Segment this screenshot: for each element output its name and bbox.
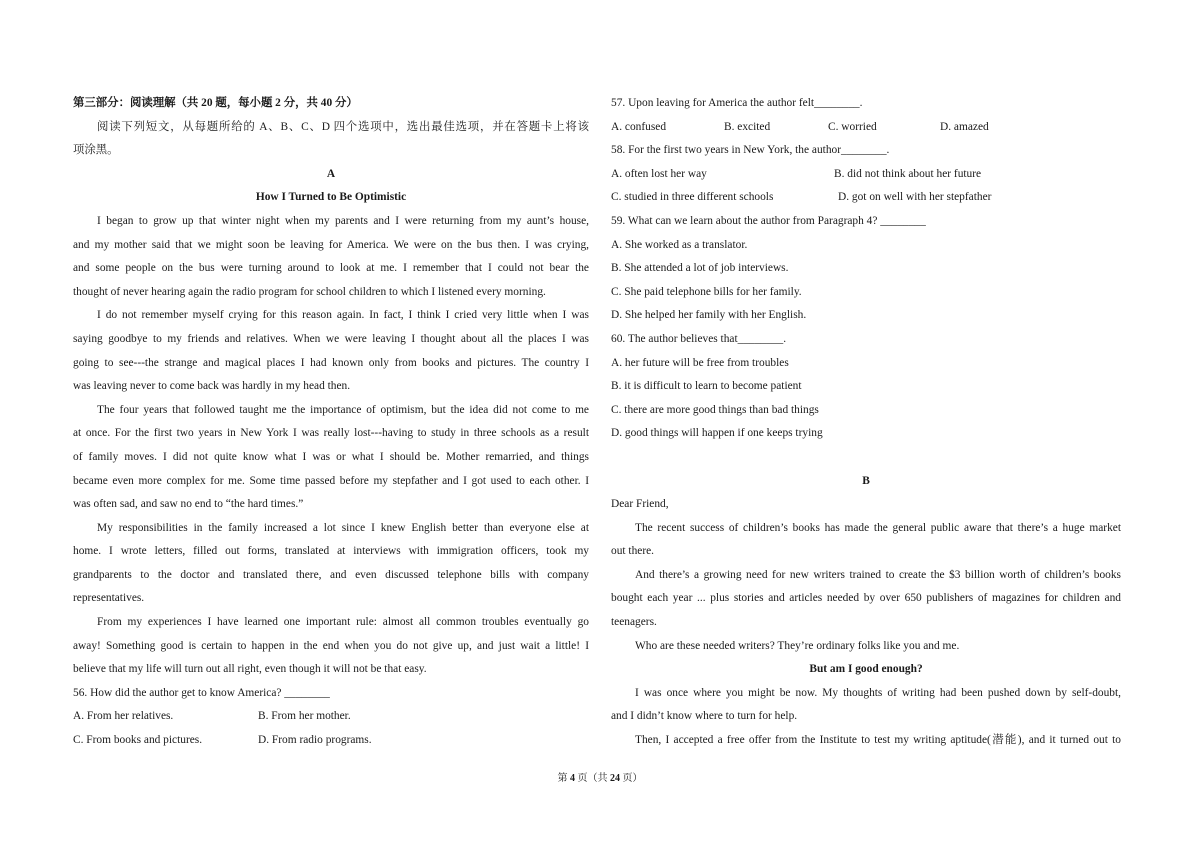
option-d: D. got on well with her stepfather [838, 191, 992, 204]
paragraph-line: The recent success of children’s books has made the general public aware that there’s a huge market [635, 521, 1121, 534]
subheading: But am I good enough? [809, 663, 923, 676]
paragraph-line: and I didn’t know where to turn for help. [611, 710, 798, 723]
paragraph-line: Then, I accepted a free offer from the Institute to test my writing aptitude(潜能), and it turned out to [635, 734, 1121, 747]
paragraph-line: bought each year ... plus stories and articles needed by over 650 publishers of magazines for children and [611, 592, 1121, 605]
option-a: A. She worked as a translator. [611, 238, 748, 251]
paragraph-line: From my experiences I have learned one important rule: almost all common troubles eventually go [97, 616, 589, 629]
passage-letter: B [862, 474, 870, 487]
paragraph-line: was often sad, and saw no end to “the hard times.” [73, 498, 304, 511]
footer-suffix: 页） [620, 773, 643, 784]
option-a: A. often lost her way [611, 167, 707, 180]
option-c: C. From books and pictures. [73, 734, 203, 747]
footer-middle: 页（共 [575, 773, 610, 784]
paragraph-line: became even more complex for me. Some time passed before my stepfather and I got used to each other. I [73, 474, 589, 487]
question-58-options-row1 [611, 163, 1121, 187]
paragraph-line: Who are these needed writers? They’re ordinary folks like you and me. [635, 639, 960, 652]
paragraph-line: I do not remember myself crying for this reason again. In fact, I think I cried very little when I was [97, 309, 589, 322]
paragraph-line: home. I wrote letters, filled out forms, translated at interviews with immigration officers, took my [73, 545, 589, 558]
paragraph-line: out there. [611, 545, 655, 558]
option-c: C. studied in three different schools [611, 191, 774, 204]
letter-greeting: Dear Friend, [611, 498, 669, 511]
paragraph-line: away! Something good is certain to happen in the end when you do not give up, and just wait a little! I [73, 639, 589, 652]
question-56-options-row2 [73, 729, 589, 753]
page-number: 4 [570, 773, 575, 784]
option-d: D. amazed [940, 120, 989, 133]
option-a: A. From her relatives. [73, 710, 174, 723]
paragraph-line: was leaving never to come back was hardly in my head then. [73, 380, 351, 393]
instruction-line: 项涂黑。 [73, 144, 119, 157]
paragraph-line: My responsibilities in the family increased a lot since I knew English better than everyone else at [97, 521, 589, 534]
option-b: B. From her mother. [258, 710, 351, 723]
instruction-line: 阅读下列短文，从每题所给的 A、B、C、D 四个选项中，选出最佳选项，并在答题卡上将该 [97, 120, 589, 133]
paragraph-line: grandparents to the doctor and translated there, and even discussed telephone bills with company [73, 568, 589, 581]
question-57-options [611, 116, 1121, 140]
footer-prefix: 第 [557, 773, 570, 784]
page-footer [0, 772, 1200, 786]
paragraph-line: at once. For the first two years in New York I was really lost---having to study in three schools as a result [73, 427, 589, 440]
option-c: C. She paid telephone bills for her family. [611, 285, 802, 298]
question-58-stem: 58. For the first two years in New York, the author________. [611, 144, 890, 157]
question-59-stem: 59. What can we learn about the author from Paragraph 4? ________ [611, 214, 926, 227]
paragraph-line: going to see---the strange and magical places I had known only from books and pictures. The country I [73, 356, 589, 369]
option-a: A. confused [611, 120, 667, 133]
question-60-stem: 60. The author believes that________. [611, 332, 787, 345]
option-c: C. worried [828, 120, 877, 133]
option-d: D. From radio programs. [258, 734, 372, 747]
paragraph-line: saying goodbye to my friends and relatives. When we were leaving I thought about all the places I was [73, 332, 589, 345]
paragraph-line: and my mother said that we might soon be leaving for America. We were on the bus then. I was crying, [73, 238, 589, 251]
paragraph-line: and some people on the bus were turning around to look at me. I remember that I could not bear the [73, 262, 589, 275]
option-b: B. did not think about her future [834, 167, 982, 180]
paragraph-line: representatives. [73, 592, 145, 605]
paragraph-line: I began to grow up that winter night when my parents and I were returning from my aunt’s house, [97, 214, 589, 227]
question-58-options-row2 [611, 186, 1121, 210]
question-56-options-row1 [73, 705, 589, 729]
section-heading: 第三部分：阅读理解（共 20 题，每小题 2 分，共 40 分） [73, 97, 358, 109]
paragraph-line: The four years that followed taught me the importance of optimism, but the idea did not come to me [97, 403, 589, 416]
option-b: B. She attended a lot of job interviews. [611, 262, 789, 275]
option-b: B. excited [724, 120, 771, 133]
option-b: B. it is difficult to learn to become patient [611, 380, 802, 393]
spacer [611, 446, 1121, 470]
paragraph-line: believe that my life will turn out all right, even though it will not be that easy. [73, 663, 427, 676]
option-d: D. She helped her family with her English. [611, 309, 807, 322]
question-57-stem: 57. Upon leaving for America the author felt________. [611, 97, 863, 109]
option-a: A. her future will be free from troubles [611, 356, 789, 369]
option-d: D. good things will happen if one keeps trying [611, 427, 823, 440]
paragraph-line: of family moves. I did not quite know what I was or what I should be. Mother remarried, and things [73, 450, 589, 463]
paragraph-line: thought of never hearing again the radio program for school children to which I listened every morning. [73, 285, 546, 298]
option-c: C. there are more good things than bad things [611, 403, 819, 416]
passage-title: How I Turned to Be Optimistic [255, 191, 407, 204]
paragraph-line: teenagers. [611, 616, 657, 629]
paragraph-line: I was once where you might be now. My thoughts of writing had been pushed down by self-doubt, [635, 686, 1121, 699]
page-total: 24 [610, 773, 620, 784]
right-column [611, 92, 1121, 753]
left-column [73, 92, 589, 753]
passage-letter: A [326, 167, 336, 180]
question-56-stem: 56. How did the author get to know America? ________ [73, 686, 330, 699]
paragraph-line: And there’s a growing need for new writers trained to create the $3 billion worth of children’s books [635, 568, 1121, 581]
